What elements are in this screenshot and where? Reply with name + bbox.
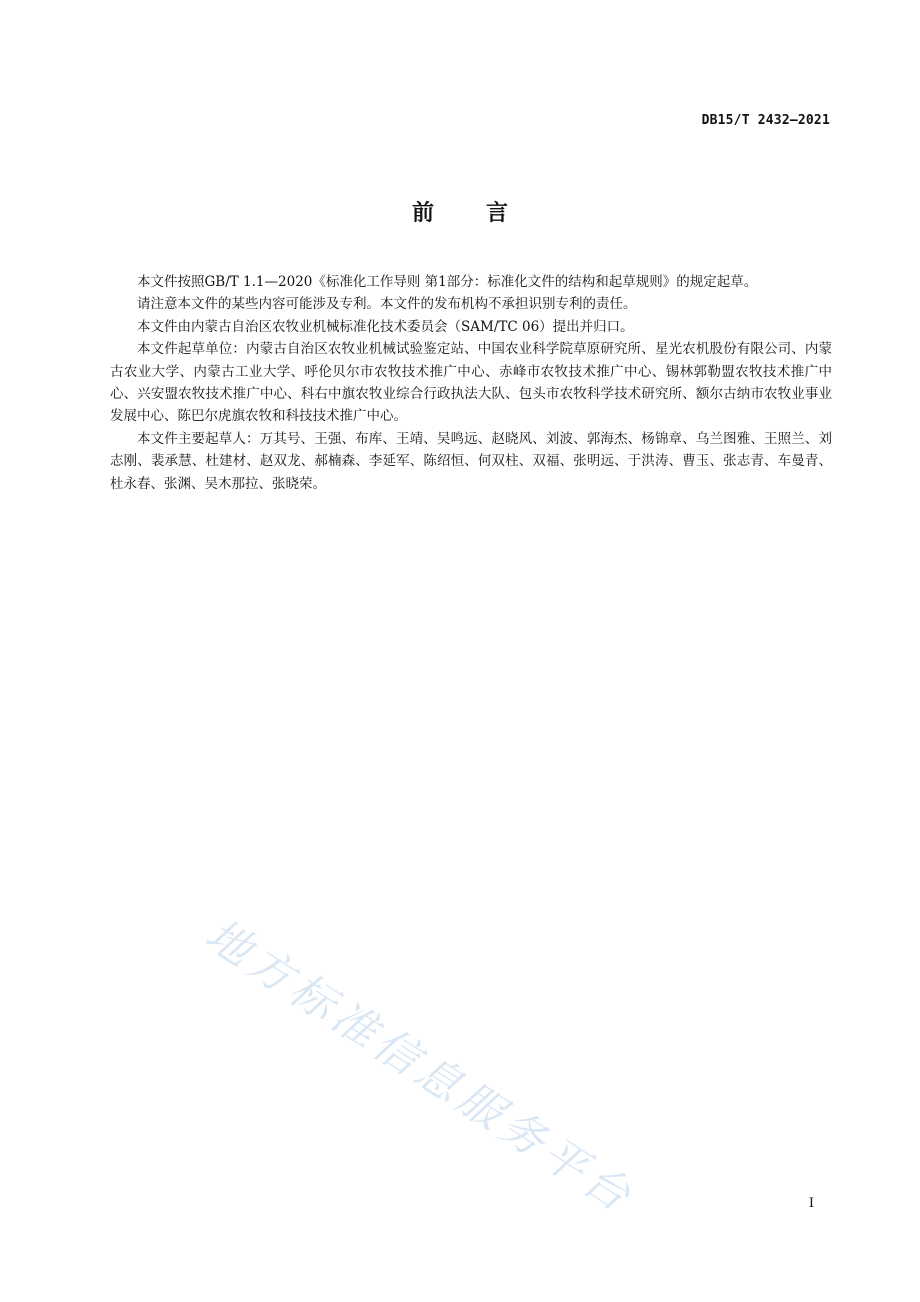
page-title: 前言 (411, 201, 560, 226)
document-code: DB15/T 2432—2021 (701, 113, 830, 128)
watermark: 地方标准信息服务平台 (196, 909, 644, 1225)
paragraph-patent-notice: 请注意本文件的某些内容可能涉及专利。本文件的发布机构不承担识别专利的责任。 (137, 296, 637, 313)
foreword-body (110, 271, 832, 495)
paragraph-drafters: 本文件主要起草人：万其号、王强、布库、王靖、吴鸣远、赵晓风、刘波、郭海杰、杨锦章、乌兰图雅、王照兰、刘志刚、裴承慧、杜建材、赵双龙、郝楠森、李延军、陈绍恒、何双柱、双福、张明远、于洪涛、曹玉、张志青、车曼青、杜永春、张渊、吴木那拉、张晓荣。 (110, 430, 832, 492)
page-number: I (808, 1196, 814, 1211)
paragraph-drafting-basis: 本文件按照GB/T 1.1—2020《标准化工作导则 第1部分：标准化文件的结构和起草规则》的规定起草。 (137, 274, 758, 290)
paragraph-proposer: 本文件由内蒙古自治区农牧业机械标准化技术委员会（SAM/TC 06）提出并归口。 (137, 318, 634, 335)
paragraph-drafting-units: 本文件起草单位：内蒙古自治区农牧业机械试验鉴定站、中国农业科学院草原研究所、星光农机股份有限公司、内蒙古农业大学、内蒙古工业大学、呼伦贝尔市农牧技术推广中心、赤峰市农牧技术推广中心、锡林郭勒盟农牧技术推广中心、兴安盟农牧技术推广中心、科右中旗农牧业综合行政执法大队、包头市农牧科学技术研究所、额尔古纳市农牧业事业发展中心、陈巴尔虎旗农牧和科技技术推广中心。 (110, 341, 832, 425)
